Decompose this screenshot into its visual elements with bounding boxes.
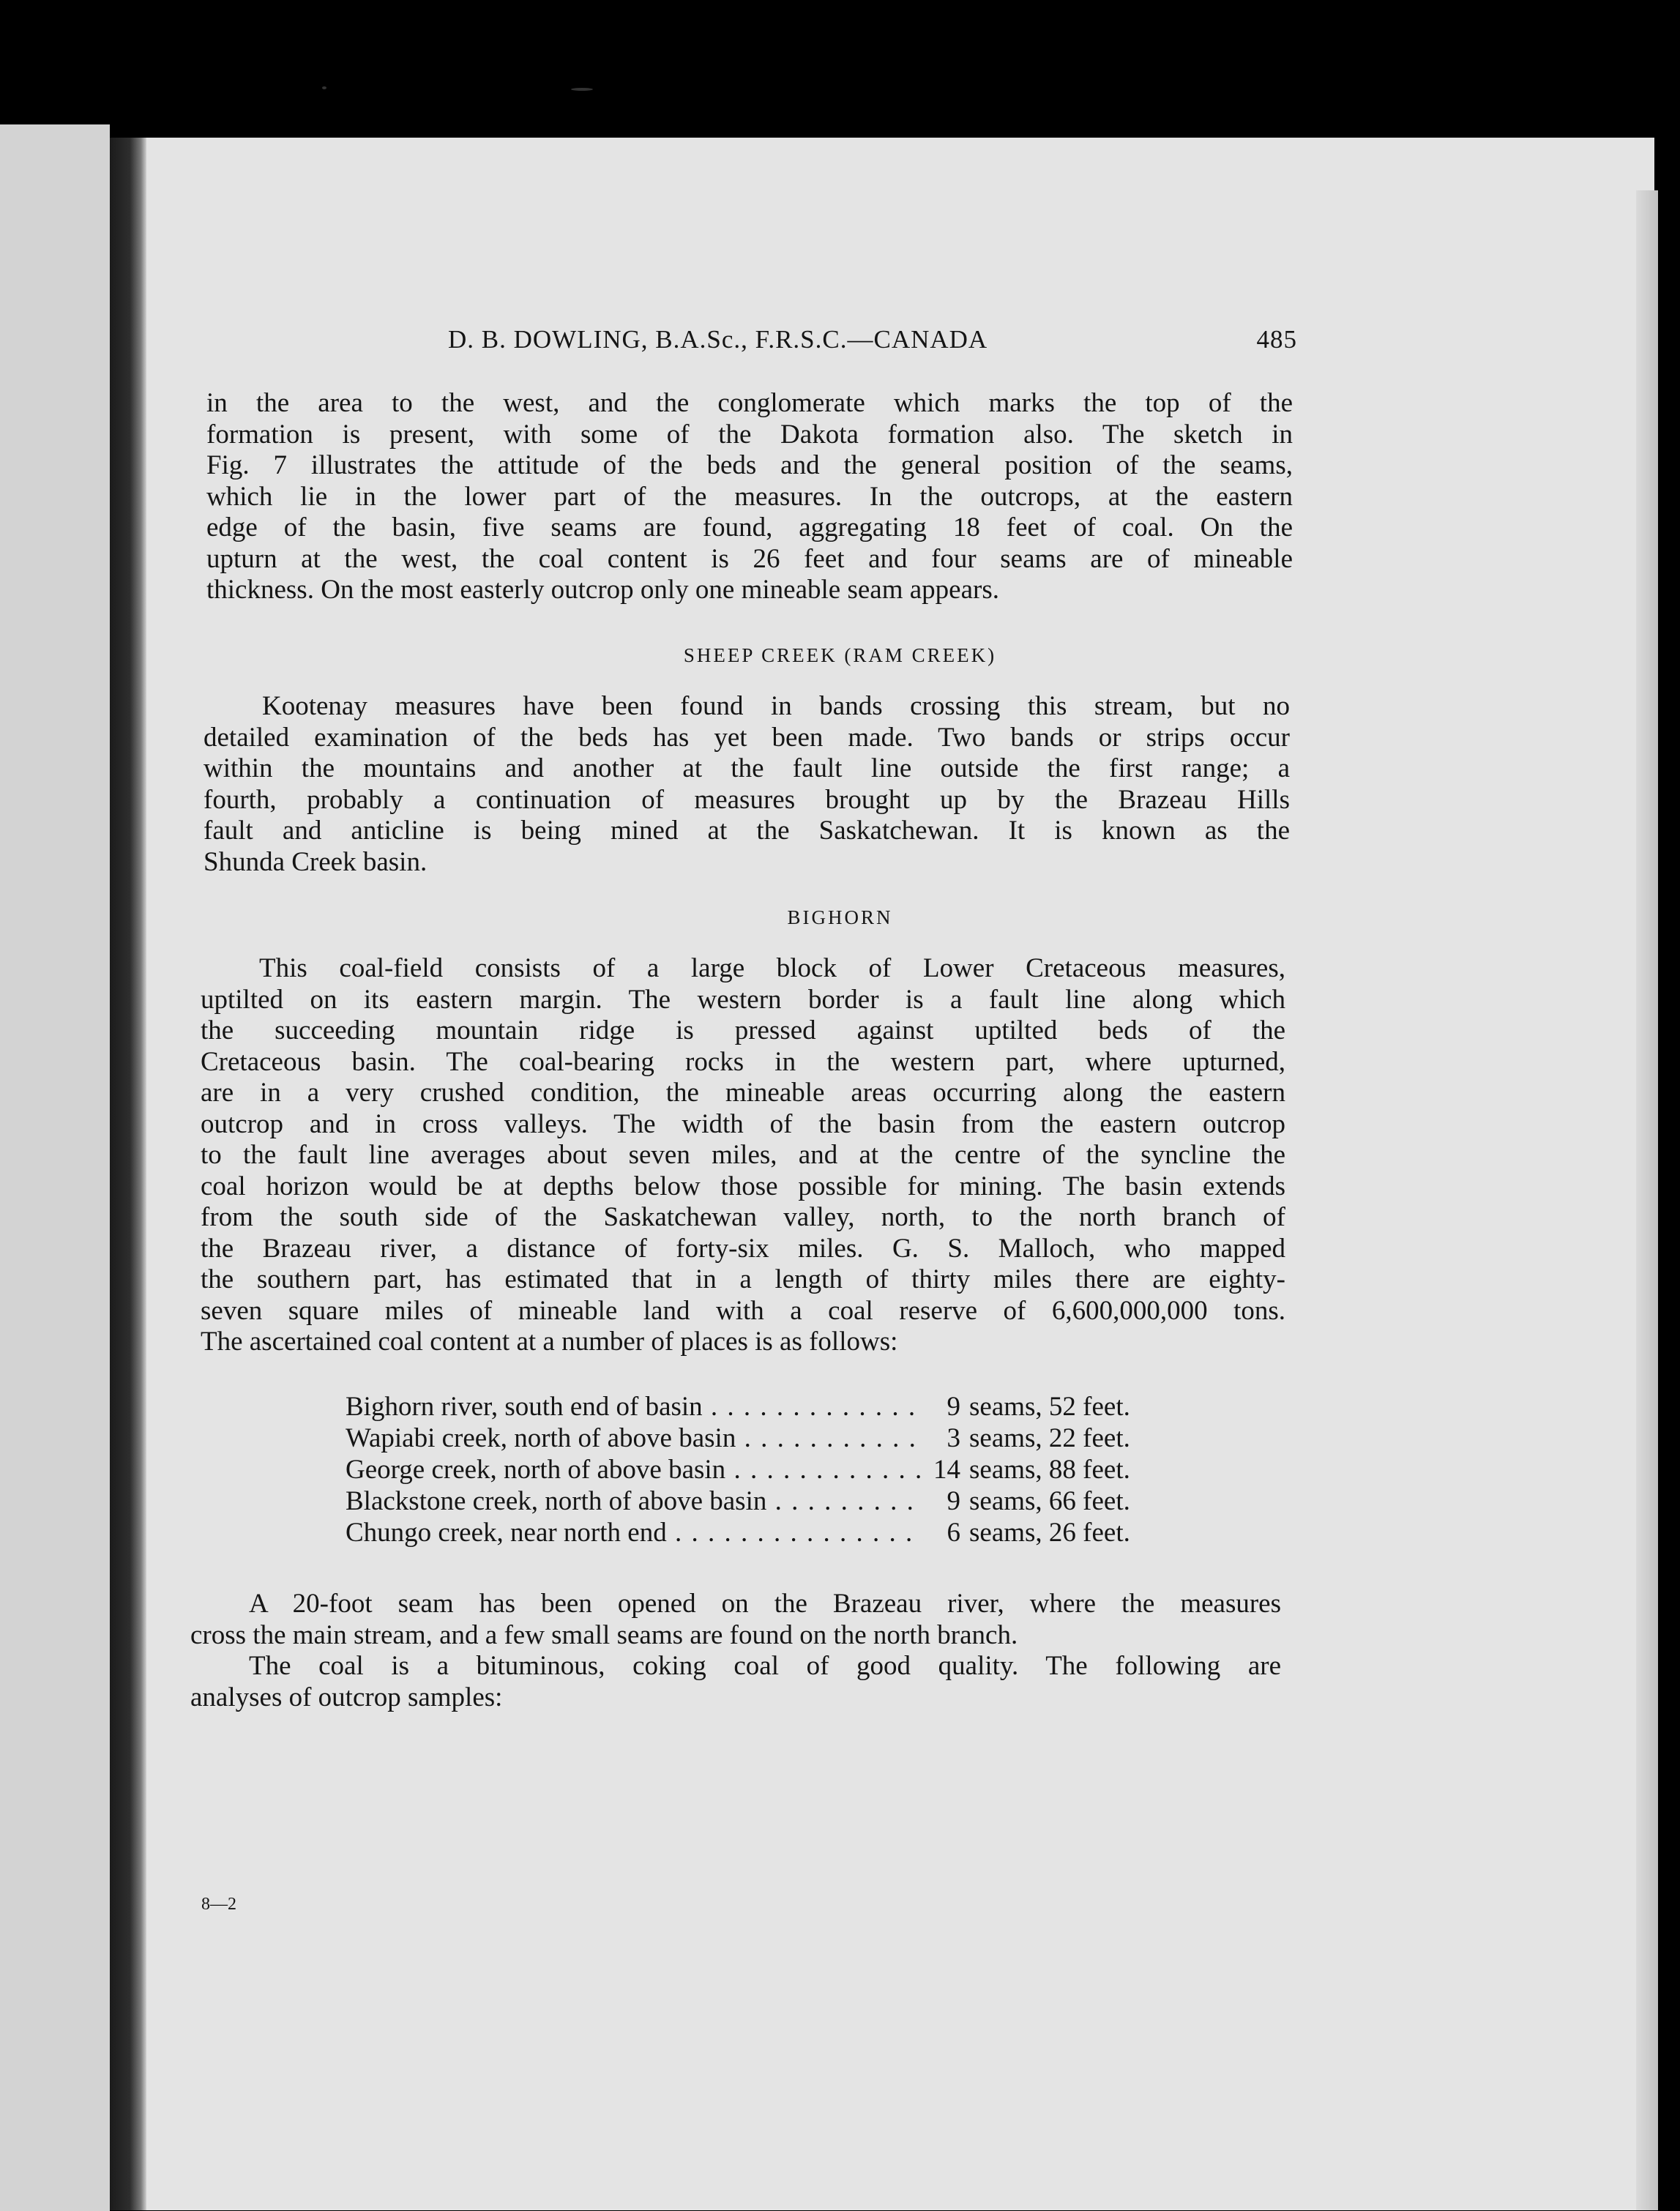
table-cell-detail: seams, 52 feet. — [969, 1392, 1130, 1422]
text-line: coal horizon would be at depths below those possible for mining. The basin extends — [201, 1171, 1285, 1201]
text-line: seven square miles of mineable land with a coal reserve of 6,600,000,000 tons. — [201, 1295, 1285, 1326]
text-line: upturn at the west, the coal content is 26 feet and four seams are of mineable — [206, 543, 1293, 574]
paragraph-bighorn — [201, 953, 1285, 1358]
text-line: cross the main stream, and a few small seams are found on the north branch. — [190, 1619, 1018, 1650]
text-line: which lie in the lower part of the measures. In the outcrops, at the eastern — [206, 481, 1293, 512]
page-right-edge — [1636, 190, 1658, 2210]
text-line: outcrop and in cross valleys. The width of the basin from the eastern outcrop — [201, 1108, 1285, 1139]
table-row — [346, 1391, 1165, 1423]
text-line: are in a very crushed condition, the mineable areas occurring along the eastern — [201, 1078, 1285, 1108]
signature-mark: 8—2 — [201, 1895, 236, 1914]
text-line: Fig. 7 illustrates the attitude of the beds and the general position of the seams, — [206, 450, 1293, 480]
paragraph-1 — [206, 388, 1293, 606]
text-line: to the fault line averages about seven miles, and at the centre of the syncline the — [201, 1140, 1285, 1170]
scan-speck — [322, 86, 326, 89]
table-row — [346, 1517, 1165, 1548]
text-line: the Brazeau river, a distance of forty-six miles. G. S. Malloch, who mapped — [201, 1233, 1285, 1264]
table-cell-location: Bighorn river, south end of basin . . . — [346, 1391, 924, 1423]
table-cell-location: Blackstone creek, north of above basin . . . — [346, 1485, 924, 1517]
text-line: formation is present, with some of the Dakota formation also. The sketch in — [206, 419, 1293, 450]
page-number: 485 — [1256, 325, 1297, 354]
table-row — [346, 1485, 1165, 1517]
table-cell-location: Chungo creek, near north end . . . — [346, 1517, 924, 1548]
text-line: The ascertained coal content at a number of places is as follows: — [201, 1327, 898, 1357]
text-line: thickness. On the most easterly outcrop only one mineable seam appears. — [206, 575, 999, 605]
text-line: uptilted on its eastern margin. The western border is a fault line along which — [201, 984, 1285, 1015]
table-row — [346, 1423, 1165, 1454]
text-line: Kootenay measures have been found in bands crossing this stream, but no — [262, 691, 1290, 721]
running-header-title: D. B. DOWLING, B.A.Sc., F.R.S.C.—CANADA — [448, 325, 988, 354]
running-header — [448, 325, 1297, 354]
text-line: in the area to the west, and the conglomerate which marks the top of the — [206, 388, 1293, 418]
section-heading-bighorn: BIGHORN — [787, 906, 893, 928]
coal-content-table — [346, 1391, 1165, 1548]
table-cell-detail: seams, 22 feet. — [969, 1423, 1130, 1453]
text-line: fault and anticline is being mined at the Saskatchewan. It is known as the — [204, 816, 1290, 846]
text-line: This coal-field consists of a large block of Lower Cretaceous measures, — [259, 953, 1285, 983]
table-cell-location: George creek, north of above basin . . . — [346, 1454, 924, 1485]
text-line: the succeeding mountain ridge is pressed against uptilted beds of the — [201, 1015, 1285, 1045]
text-line: Cretaceous basin. The coal-bearing rocks in the western part, where upturned, — [201, 1046, 1285, 1077]
text-line: the southern part, has estimated that in a length of thirty miles there are eighty- — [201, 1264, 1285, 1294]
text-line: Shunda Creek basin. — [204, 846, 428, 877]
previous-page-edge — [0, 124, 110, 2211]
table-cell-seams: 3 — [947, 1423, 960, 1453]
text-line: A 20-foot seam has been opened on the Brazeau river, where the measures — [249, 1589, 1281, 1619]
text-line: The coal is a bituminous, coking coal of good quality. The following are — [249, 1651, 1281, 1681]
paragraph-sheep-creek — [204, 691, 1290, 878]
table-row — [346, 1454, 1165, 1485]
text-line: analyses of outcrop samples: — [190, 1682, 503, 1712]
table-cell-detail: seams, 26 feet. — [969, 1518, 1130, 1548]
table-cell-detail: seams, 88 feet. — [969, 1455, 1130, 1485]
paragraph-after-table — [190, 1589, 1281, 1713]
table-cell-location: Wapiabi creek, north of above basin . . . — [346, 1423, 924, 1454]
text-line: from the south side of the Saskatchewan valley, north, to the north branch of — [201, 1202, 1285, 1232]
table-cell-seams: 14 — [933, 1455, 960, 1485]
table-cell-seams: 6 — [947, 1518, 960, 1548]
text-line: edge of the basin, five seams are found, aggregating 18 feet of coal. On the — [206, 512, 1293, 543]
scan-speck — [571, 88, 593, 91]
book-spine-shadow — [110, 138, 146, 2210]
text-line: fourth, probably a continuation of measures brought up by the Brazeau Hills — [204, 784, 1290, 815]
table-cell-seams: 9 — [947, 1486, 960, 1516]
section-heading-sheep-creek: SHEEP CREEK (RAM CREEK) — [683, 644, 997, 666]
table-cell-seams: 9 — [947, 1392, 960, 1422]
table-cell-detail: seams, 66 feet. — [969, 1486, 1130, 1516]
text-line: detailed examination of the beds has yet been made. Two bands or strips occur — [204, 722, 1290, 753]
text-line: within the mountains and another at the fault line outside the first range; a — [204, 753, 1290, 783]
